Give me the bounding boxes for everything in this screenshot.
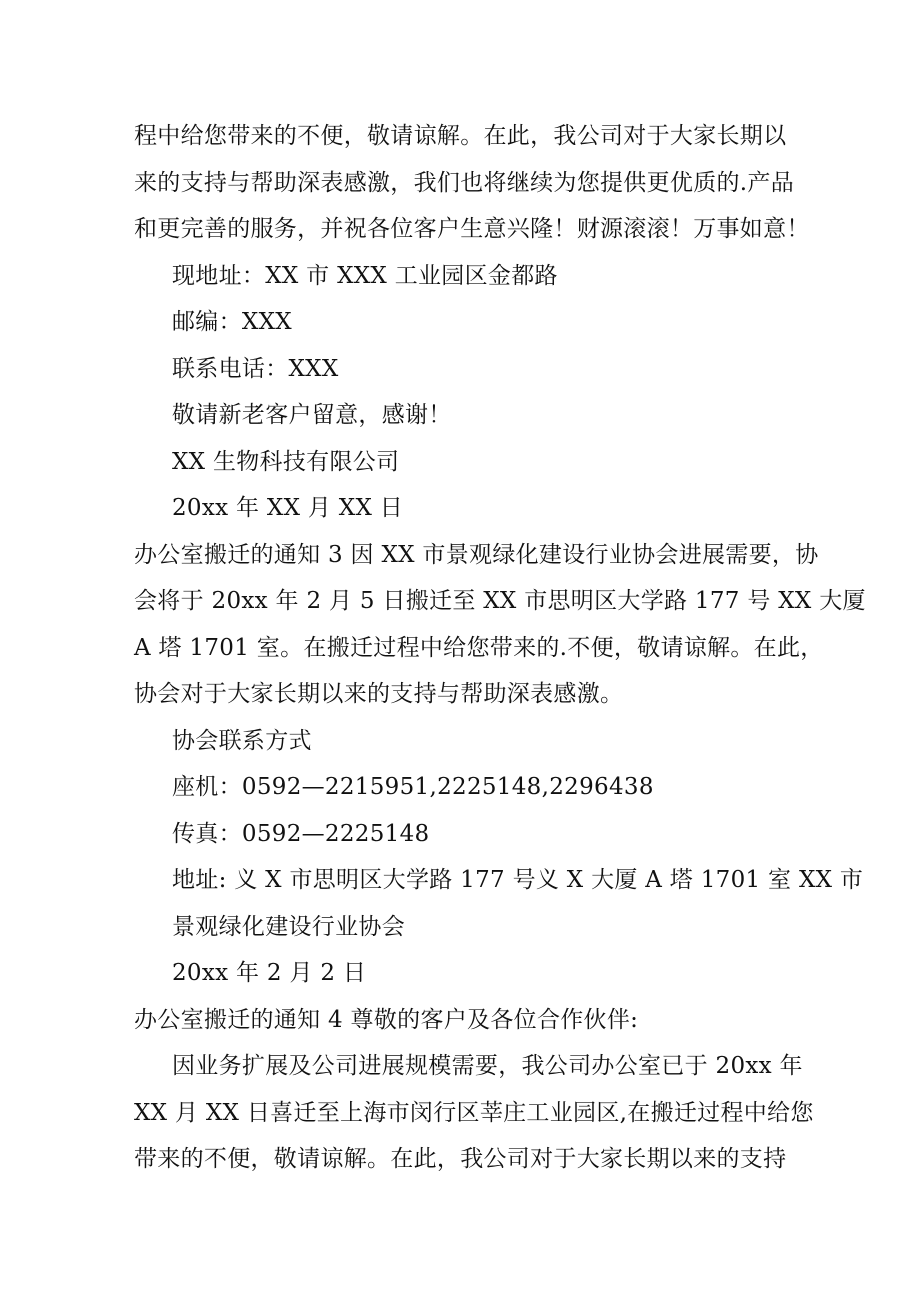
paragraph-line: 程中给您带来的不便，敬请谅解。在此，我公司对于大家长期以 — [134, 123, 787, 149]
phone-line: 联系电话：XXX — [172, 356, 339, 382]
date-line: 20xx 年 2 月 2 日 — [172, 960, 367, 986]
paragraph-line: 会将于 20xx 年 2 月 5 日搬迁至 XX 市思明区大学路 177 号 XX 大厦 — [134, 588, 866, 614]
paragraph-line: A 塔 1701 室。在搬迁过程中给您带来的.不便，敬请谅解。在此， — [134, 635, 824, 661]
paragraph-line: 和更完善的服务，并祝各位客户生意兴隆！财源滚滚！万事如意！ — [134, 216, 810, 242]
address-line: 现地址：XX 市 XXX 工业园区金都路 — [172, 263, 558, 289]
date-line: 20xx 年 XX 月 XX 日 — [172, 495, 404, 521]
section-heading: 办公室搬迁的通知 4 尊敬的客户及各位合作伙伴: — [134, 1007, 639, 1033]
paragraph-line: 带来的不便，敬请谅解。在此，我公司对于大家长期以来的支持 — [134, 1146, 787, 1172]
paragraph-line: 办公室搬迁的通知 3 因 XX 市景观绿化建设行业协会进展需要，协 — [134, 542, 819, 568]
paragraph-line: 因业务扩展及公司进展规模需要，我公司办公室已于 20xx 年 — [172, 1053, 803, 1079]
organization-name: 景观绿化建设行业协会 — [172, 914, 405, 940]
paragraph-line: XX 月 XX 日喜迁至上海市闵行区莘庄工业园区,在搬迁过程中给您 — [134, 1100, 814, 1126]
landline-line: 座机：0592—2215951,2225148,2296438 — [172, 774, 654, 800]
contact-heading: 协会联系方式 — [172, 728, 312, 754]
address-line: 地址: 义 X 市思明区大学路 177 号义 X 大厦 A 塔 1701 室 XX 市 — [172, 867, 864, 893]
company-name: XX 生物科技有限公司 — [172, 449, 400, 475]
paragraph-line: 来的支持与帮助深表感激，我们也将继续为您提供更优质的.产品 — [134, 170, 795, 196]
notice-line: 敬请新老客户留意，感谢！ — [172, 402, 452, 428]
fax-line: 传真：0592—2225148 — [172, 821, 430, 847]
paragraph-line: 协会对于大家长期以来的支持与帮助深表感激。 — [134, 681, 624, 707]
postcode-line: 邮编：XXX — [172, 309, 292, 335]
